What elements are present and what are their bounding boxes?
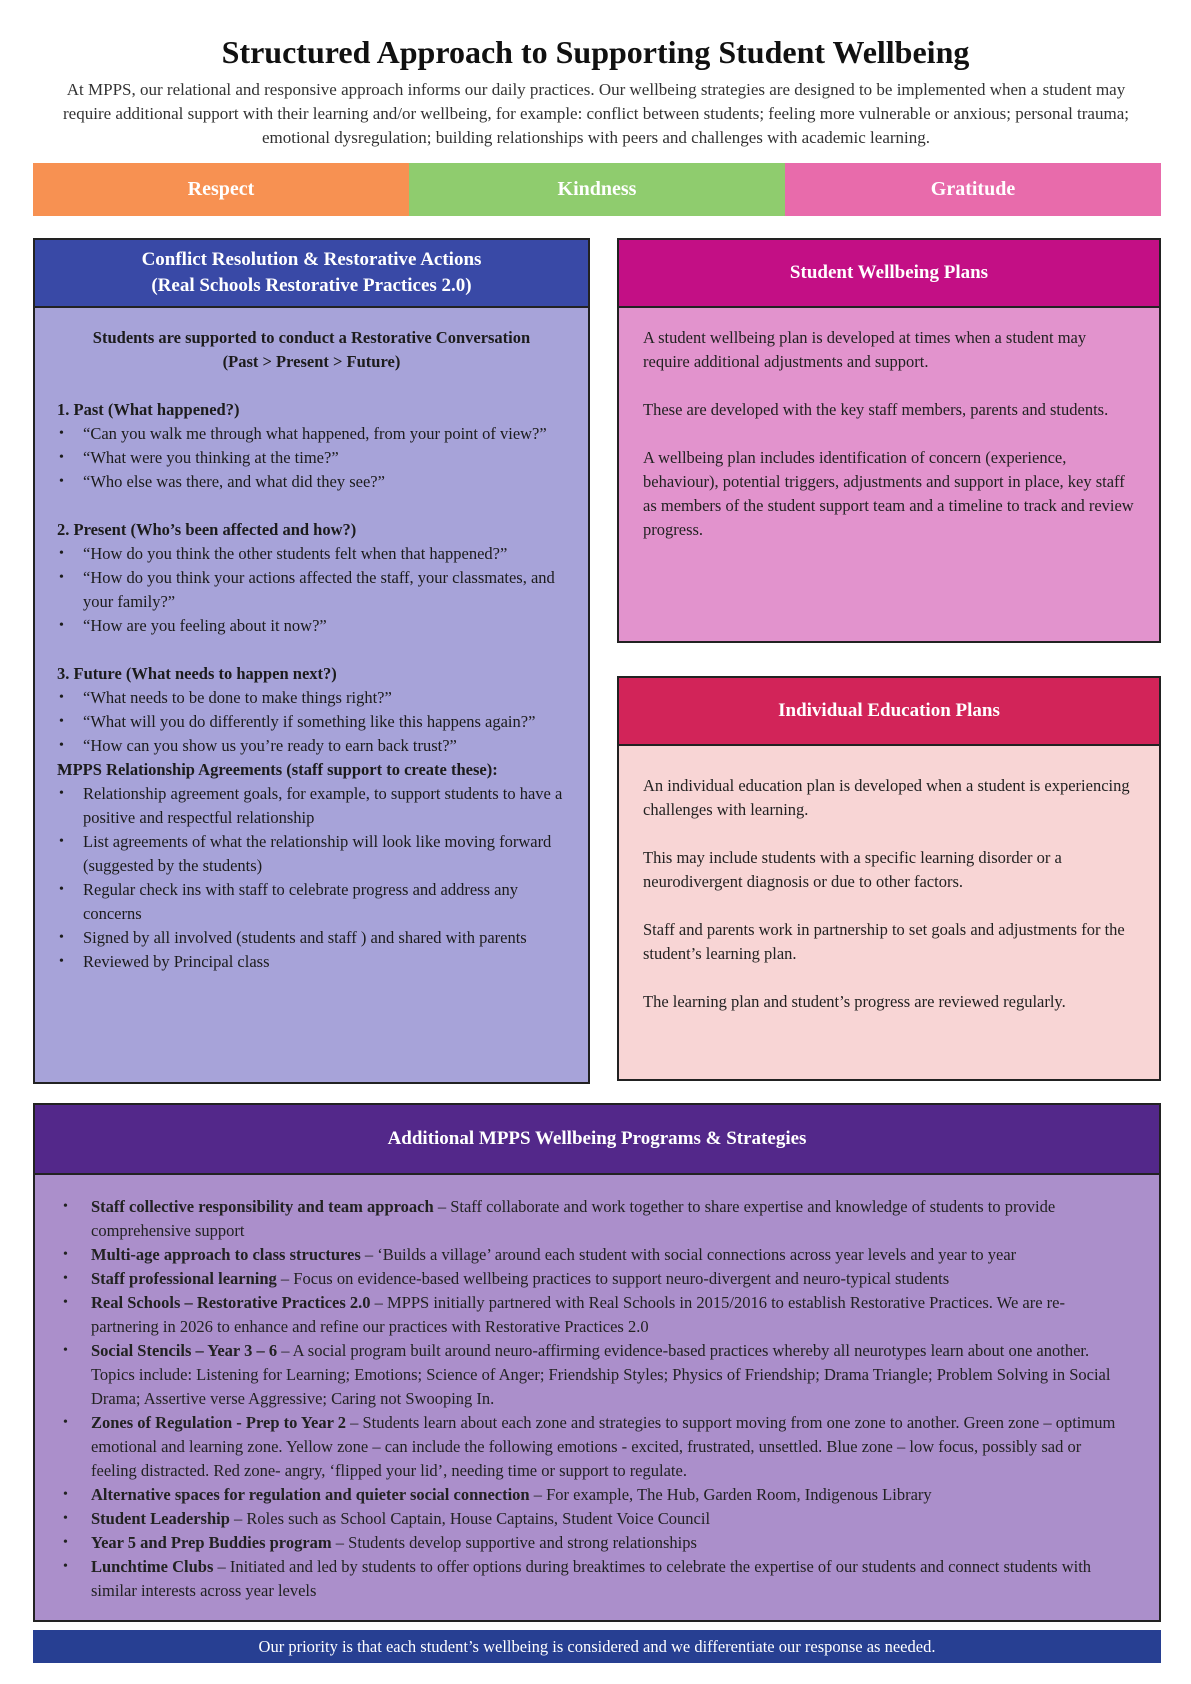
conflict-heading-line1: Conflict Resolution & Restorative Actions — [141, 249, 482, 270]
item-title: Staff professional learning — [91, 1269, 277, 1288]
list-item: • “How do you think your actions affected the staff, your classmates, and your family?” — [57, 566, 566, 614]
footer-banner: Our priority is that each student’s wellbeing is considered and we differentiate our response as needed. — [33, 1630, 1161, 1663]
item-text: – Students learn about each zone and strategies to support moving from one zone to another. Green zone – optimum emotional and learning zone. Yellow zone – can include the following emotions - excited, frustrated, unsettled. Blue zone – low focus, possibly sad or feeling distracted. Red zone- angry, ‘flipped your lid’, needing time or support to regulate. — [91, 1413, 1116, 1480]
programs-heading: Additional MPPS Wellbeing Programs & Strategies — [35, 1105, 1159, 1175]
list-item — [59, 1411, 1129, 1483]
list-item: • “Who else was there, and what did they see?” — [57, 470, 566, 494]
list-item: • “What will you do differently if something like this happens again?” — [57, 710, 566, 734]
item-title: Year 5 and Prep Buddies program — [91, 1533, 332, 1552]
item-title: Multi-age approach to class structures — [91, 1245, 361, 1264]
programs-list — [59, 1195, 1129, 1603]
intro-paragraph: At MPPS, our relational and responsive approach informs our daily practices. Our wellbeing strategies are designed to be implemented when a student may require additional support with their learning and/or wellbeing, for example: conflict between students; feeling more vulnerable or anxious; personal trauma; emotional dysregulation; building relationships with peers and challenges with academic learning. — [63, 80, 1129, 147]
list-item: • Regular check ins with staff to celebrate progress and address any concerns — [57, 878, 566, 926]
education-paragraph: This may include students with a specific learning disorder or a neurodivergent diagnosis or due to other factors. — [643, 848, 1062, 891]
list-item — [59, 1531, 1129, 1555]
item-title: Lunchtime Clubs — [91, 1557, 214, 1576]
past-questions-list — [57, 422, 566, 494]
future-questions-list — [57, 686, 566, 758]
item-title: Student Leadership — [91, 1509, 230, 1528]
list-item — [59, 1555, 1129, 1603]
item-title: Zones of Regulation - Prep to Year 2 — [91, 1413, 346, 1432]
past-heading: 1. Past (What happened?) — [57, 400, 240, 419]
list-item — [59, 1339, 1129, 1411]
list-item: • Reviewed by Principal class — [57, 950, 566, 974]
conflict-resolution-panel — [33, 238, 590, 1084]
list-item: • “What needs to be done to make things right?” — [57, 686, 566, 710]
education-plans-heading: Individual Education Plans — [619, 678, 1159, 746]
list-item — [59, 1243, 1129, 1267]
agreements-heading: MPPS Relationship Agreements (staff support to create these): — [57, 760, 498, 779]
item-text: – For example, The Hub, Garden Room, Indigenous Library — [529, 1485, 932, 1504]
list-item — [59, 1195, 1129, 1243]
list-item — [59, 1267, 1129, 1291]
wellbeing-plans-heading: Student Wellbeing Plans — [619, 240, 1159, 308]
education-paragraph: Staff and parents work in partnership to set goals and adjustments for the student’s learning plan. — [643, 920, 1125, 963]
lead-line2: (Past > Present > Future) — [222, 352, 401, 371]
value-respect: Respect — [33, 163, 409, 216]
list-item — [59, 1507, 1129, 1531]
individual-education-plans-panel — [617, 676, 1161, 1081]
lead-line1: Students are supported to conduct a Restorative Conversation — [92, 328, 531, 347]
item-title: Social Stencils – Year 3 – 6 — [91, 1341, 278, 1360]
conflict-heading-line2: (Real Schools Restorative Practices 2.0) — [151, 275, 472, 296]
future-heading: 3. Future (What needs to happen next?) — [57, 664, 337, 683]
item-text: – Initiated and led by students to offer options during breaktimes to celebrate the expertise of our students and connect students with similar interests across year levels — [91, 1557, 1092, 1600]
wellbeing-paragraph: A student wellbeing plan is developed at times when a student may require additional adjustments and support. — [643, 328, 1087, 371]
list-item: • “How do you think the other students felt when that happened?” — [57, 542, 566, 566]
student-wellbeing-plans-panel — [617, 238, 1161, 643]
item-title: Real Schools – Restorative Practices 2.0 — [91, 1293, 371, 1312]
restorative-conversation-lead — [57, 326, 566, 374]
agreements-list — [57, 782, 566, 974]
list-item: • “What were you thinking at the time?” — [57, 446, 566, 470]
additional-programs-panel — [33, 1103, 1161, 1622]
present-heading: 2. Present (Who’s been affected and how?) — [57, 520, 357, 539]
item-text: – A social program built around neuro-affirming evidence-based practices whereby all neurotypes learn about one another. Topics include: Listening for Learning; Emotions; Science of Anger; Friendship Styles; Physics of Friendship; Drama Triangle; Problem Solving in Social Drama; Assertive verse Aggressive; Caring not Swooping In. — [91, 1341, 1111, 1408]
school-values-bar — [33, 163, 1161, 216]
list-item: • “How are you feeling about it now?” — [57, 614, 566, 638]
item-text: – Students develop supportive and strong relationships — [331, 1533, 697, 1552]
item-text: – Focus on evidence-based wellbeing practices to support neuro-divergent and neuro-typical students — [276, 1269, 950, 1288]
list-item: • Relationship agreement goals, for example, to support students to have a positive and respectful relationship — [57, 782, 566, 830]
education-paragraph: An individual education plan is developed when a student is experiencing challenges with learning. — [643, 776, 1130, 819]
page-title: Structured Approach to Supporting Student Wellbeing — [221, 34, 970, 70]
education-paragraph: The learning plan and student’s progress are reviewed regularly. — [643, 992, 1066, 1011]
item-text: – Roles such as School Captain, House Captains, Student Voice Council — [229, 1509, 711, 1528]
item-title: Staff collective responsibility and team approach — [91, 1197, 434, 1216]
value-kindness: Kindness — [409, 163, 785, 216]
list-item: • Signed by all involved (students and staff ) and shared with parents — [57, 926, 566, 950]
value-gratitude: Gratitude — [785, 163, 1161, 216]
list-item — [59, 1291, 1129, 1339]
wellbeing-paragraph: A wellbeing plan includes identification of concern (experience, behaviour), potential triggers, adjustments and support in place, key staff as members of the student support team and a timeline to track and review progress. — [643, 448, 1134, 539]
list-item: • “How can you show us you’re ready to earn back trust?” — [57, 734, 566, 758]
list-item: • List agreements of what the relationship will look like moving forward (suggested by the students) — [57, 830, 566, 878]
item-text: – MPPS initially partnered with Real Schools in 2015/2016 to establish Restorative Practices. We are re-partnering in 2026 to enhance and refine our practices with Restorative Practices 2.0 — [91, 1293, 1065, 1336]
present-questions-list — [57, 542, 566, 638]
item-text: – Staff collaborate and work together to share expertise and knowledge of students to provide comprehensive support — [91, 1197, 1056, 1240]
conflict-resolution-heading — [35, 240, 588, 308]
list-item: • “Can you walk me through what happened, from your point of view?” — [57, 422, 566, 446]
item-title: Alternative spaces for regulation and quieter social connection — [91, 1485, 530, 1504]
wellbeing-paragraph: These are developed with the key staff members, parents and students. — [643, 400, 1109, 419]
item-text: – ‘Builds a village’ around each student with social connections across year levels and year to year — [360, 1245, 1017, 1264]
list-item — [59, 1483, 1129, 1507]
